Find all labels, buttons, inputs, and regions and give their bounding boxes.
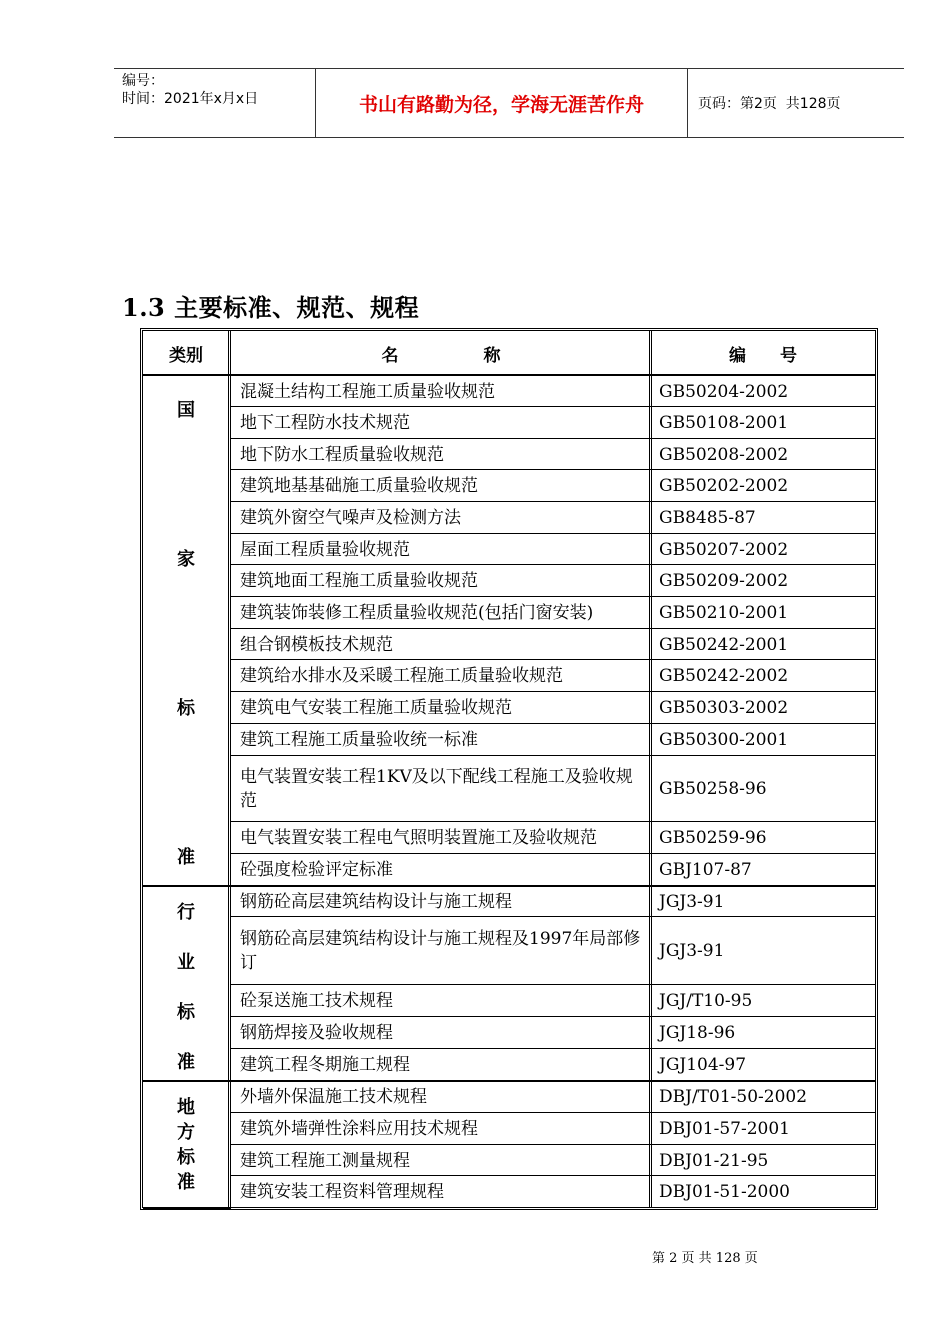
row-divider [231,533,875,534]
time-label: 时间：2021年x月x日 [122,91,259,107]
category-char: 国 [177,400,195,421]
standard-name: 建筑给水排水及采暖工程施工质量验收规范 [240,666,563,686]
standard-name: 外墙外保温施工技术规程 [240,1087,427,1107]
standard-code: DBJ01-21-95 [659,1150,769,1171]
category-char: 方 [177,1122,195,1143]
row-divider [143,885,875,887]
standard-name: 砼泵送施工技术规程 [240,991,393,1011]
table-row [143,1113,875,1145]
row-divider [231,628,875,629]
category-char: 准 [177,847,195,868]
standard-code: GB50242-2001 [659,634,789,655]
category-char: 家 [177,549,195,570]
table-row [143,502,875,534]
standard-name: 钢筋砼高层建筑结构设计与施工规程及1997年局部修订 [240,929,641,973]
header-divider [143,374,875,376]
table-row [143,692,875,724]
standard-name: 砼强度检验评定标准 [240,860,393,880]
standard-code: GB8485-87 [659,508,756,528]
standard-name: 地下工程防水技术规范 [240,413,410,433]
row-divider [231,691,875,692]
table-row [143,854,875,886]
standard-code: GB50209-2002 [659,571,789,591]
category-char: 业 [177,952,195,973]
row-divider [231,469,875,470]
row-divider [231,1175,875,1176]
standard-name: 建筑工程施工测量规程 [240,1150,410,1171]
standard-code: GB50202-2002 [659,476,789,496]
header-motto: 书山有路勤为径，学海无涯苦作舟 [315,69,688,137]
row-divider [231,1016,875,1017]
standard-code: GB50258-96 [659,779,767,799]
standard-name: 电气装置安装工程电气照明装置施工及验收规范 [240,828,597,848]
standard-code: JGJ3-91 [659,891,725,912]
table-row [143,985,875,1017]
col-code-header: 编 号 [729,346,797,366]
standard-name: 组合钢模板技术规范 [240,634,393,655]
category-char: 标 [177,1147,195,1168]
standard-code: GB50303-2002 [659,698,789,718]
standard-name: 建筑外窗空气噪声及检测方法 [240,508,461,528]
category-char: 准 [177,1052,195,1073]
table-header-row [143,331,875,376]
standard-name: 混凝土结构工程施工质量验收规范 [240,381,495,402]
table-row [143,1176,875,1207]
row-divider [231,821,875,822]
table-row [143,565,875,597]
category-cell [143,376,229,886]
standard-code: GB50108-2001 [659,413,789,433]
col-name-header: 名 称 [381,346,501,366]
row-divider [231,916,875,917]
row-divider [143,1080,875,1082]
standard-code: DBJ01-57-2001 [659,1119,790,1139]
standard-code: GB50259-96 [659,828,767,848]
standard-name: 建筑电气安装工程施工质量验收规范 [240,698,512,718]
table-row [143,1049,875,1081]
standard-code: GBJ107-87 [659,860,752,880]
table-row [143,822,875,854]
standard-code: GB50242-2002 [659,666,789,686]
standard-code: JGJ104-97 [659,1055,747,1075]
standard-code: GB50208-2002 [659,444,789,465]
row-divider [231,406,875,407]
col-category-header: 类别 [169,346,203,366]
row-divider [231,501,875,502]
standard-code: JGJ18-96 [659,1023,736,1043]
section-title: 1.3 主要标准、规范、规程 [122,293,420,322]
table-row [143,756,875,822]
table-row [143,1145,875,1176]
standard-name: 建筑地面工程施工质量验收规范 [240,571,478,591]
standard-name: 电气装置安装工程1KV及以下配线工程施工及验收规范 [240,767,633,811]
standard-name: 建筑工程施工质量验收统一标准 [240,730,478,750]
standard-name: 地下防水工程质量验收规范 [240,444,444,465]
category-cell [143,886,229,1081]
table-row [143,407,875,439]
standard-code: GB50300-2001 [659,730,789,750]
table-row [143,439,875,470]
standard-code: GB50207-2002 [659,539,789,560]
standard-name: 屋面工程质量验收规范 [240,539,410,560]
row-divider [231,853,875,854]
standards-table [140,328,878,1210]
standard-name: 建筑装饰装修工程质量验收规范(包括门窗安装) [240,603,594,623]
page-info-text: 页码：第2页 共128页 [698,96,841,112]
table-row [143,470,875,502]
table-row [143,534,875,565]
standard-name: 钢筋砼高层建筑结构设计与施工规程 [240,891,512,912]
page-header [114,68,904,138]
table-bottom-line [143,1207,231,1209]
category-char: 准 [177,1172,195,1193]
header-page-info [688,69,904,137]
row-divider [231,659,875,660]
standard-code: DBJ/T01-50-2002 [659,1087,808,1107]
standard-code: JGJ3-91 [659,941,725,961]
number-label: 编号： [122,73,164,89]
row-divider [231,723,875,724]
standard-name: 钢筋焊接及验收规程 [240,1023,393,1043]
table-row [143,886,875,917]
standard-code: DBJ01-51-2000 [659,1181,790,1202]
category-char: 行 [177,902,195,923]
standard-name: 建筑地基基础施工质量验收规范 [240,476,478,496]
table-row [143,376,875,407]
standard-name: 建筑安装工程资料管理规程 [240,1181,444,1202]
row-divider [231,984,875,985]
standard-code: GB50204-2002 [659,381,789,402]
standard-name: 建筑工程冬期施工规程 [240,1055,410,1075]
row-divider [231,596,875,597]
table-row [143,724,875,756]
table-row [143,1081,875,1113]
standard-name: 建筑外墙弹性涂料应用技术规程 [240,1119,478,1139]
row-divider [231,438,875,439]
table-row [143,597,875,629]
header-meta [114,69,315,137]
row-divider [231,564,875,565]
table-row [143,917,875,985]
table-row [143,660,875,692]
table-row [143,1017,875,1049]
category-cell [143,1081,229,1207]
standard-code: GB50210-2001 [659,603,789,623]
row-divider [231,1112,875,1113]
category-char: 地 [177,1097,195,1118]
table-row [143,629,875,660]
category-char: 标 [177,1002,195,1023]
row-divider [231,1048,875,1049]
row-divider [231,1144,875,1145]
standard-code: JGJ/T10-95 [659,991,753,1011]
category-char: 标 [177,698,195,719]
row-divider [231,755,875,756]
code-divider [649,331,652,1207]
page-footer: 第 2 页 共 128 页 [652,1251,758,1266]
